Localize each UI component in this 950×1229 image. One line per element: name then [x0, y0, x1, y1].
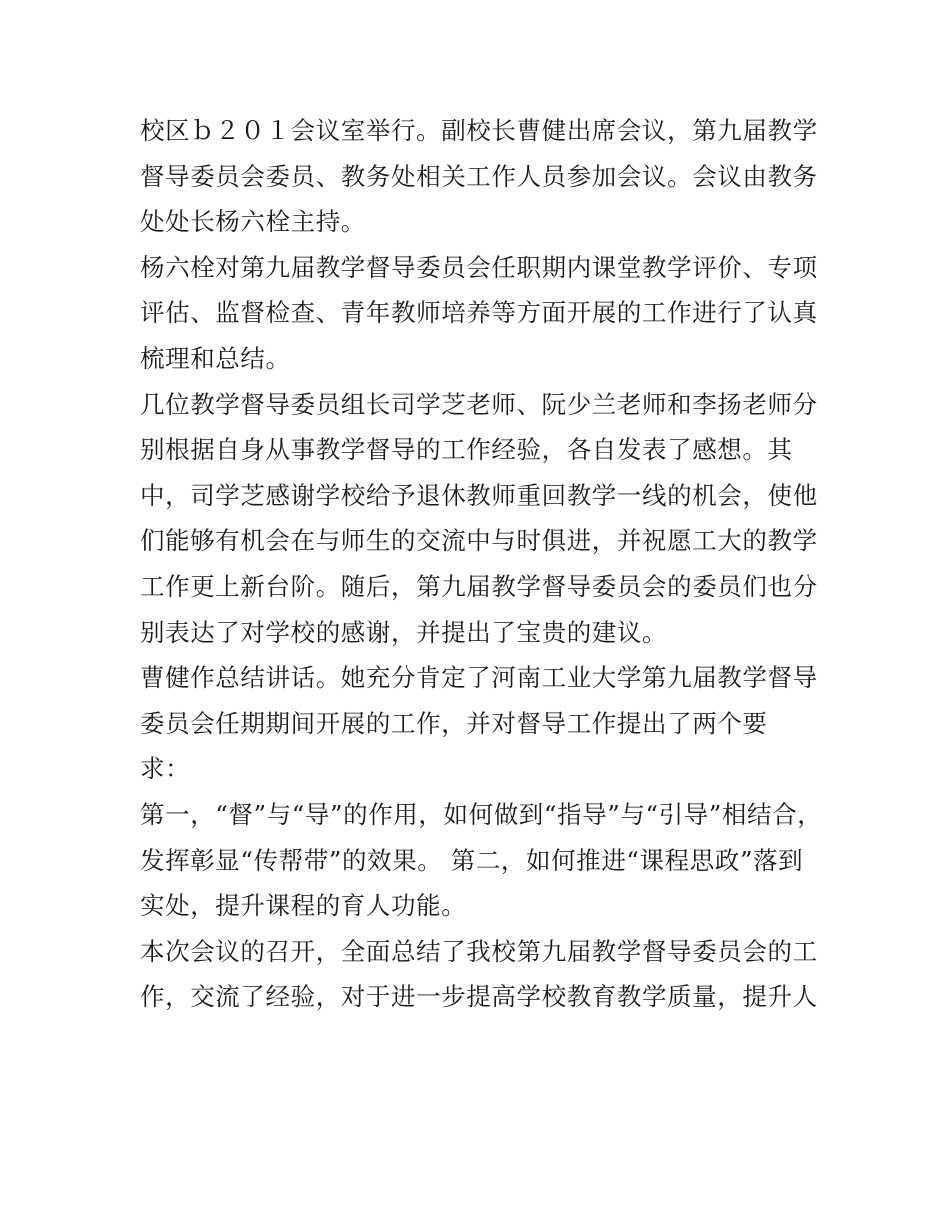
text-line: 本次会议的召开，全面总结了我校第九届教学督导委员会的工 [140, 936, 818, 966]
document-body [140, 108, 823, 1020]
text-line: 处处长杨六栓主持。 [140, 207, 366, 237]
text-line: 实处，提升课程的育人功能。 [140, 891, 467, 921]
text-line: 委员会任期期间开展的工作，并对督导工作提出了两个要 [140, 708, 768, 738]
text-line: 督导委员会委员、教务处相关工作人员参加会议。会议由教务 [140, 161, 818, 191]
text-line: 别根据自身从事教学督导的工作经验，各自发表了感想。其 [140, 435, 793, 465]
text-line: 中，司学芝感谢学校给予退休教师重回教学一线的机会，使他 [140, 480, 818, 510]
text-line: 第一，“督”与“导”的作用，如何做到“指导”与“引导”相结合， [140, 799, 823, 829]
text-line: 求： [140, 754, 191, 784]
text-line: 评估、监督检查、青年教师培养等方面开展的工作进行了认真 [140, 298, 818, 328]
text-line: 作，交流了经验，对于进一步提高学校教育教学质量，提升人 [140, 982, 818, 1012]
text-line: 几位教学督导委员组长司学芝老师、阮少兰老师和李扬老师分 [140, 389, 818, 419]
text-line: 杨六栓对第九届教学督导委员会任职期内课堂教学评价、专项 [140, 252, 818, 282]
text-line: 梳理和总结。 [140, 343, 291, 373]
text-line: 校区ｂ２０１会议室举行。副校长曹健出席会议，第九届教学 [140, 116, 818, 145]
text-line: 工作更上新台阶。随后，第九届教学督导委员会的委员们也分 [140, 571, 818, 601]
text-line: 们能够有机会在与师生的交流中与时俱进，并祝愿工大的教学 [140, 526, 818, 556]
text-line: 曹健作总结讲话。她充分肯定了河南工业大学第九届教学督导 [140, 663, 818, 693]
text-line: 发挥彰显“传帮带”的效果。 第二，如何推进“课程思政”落到 [140, 845, 804, 875]
text-line: 别表达了对学校的感谢，并提出了宝贵的建议。 [140, 617, 668, 647]
